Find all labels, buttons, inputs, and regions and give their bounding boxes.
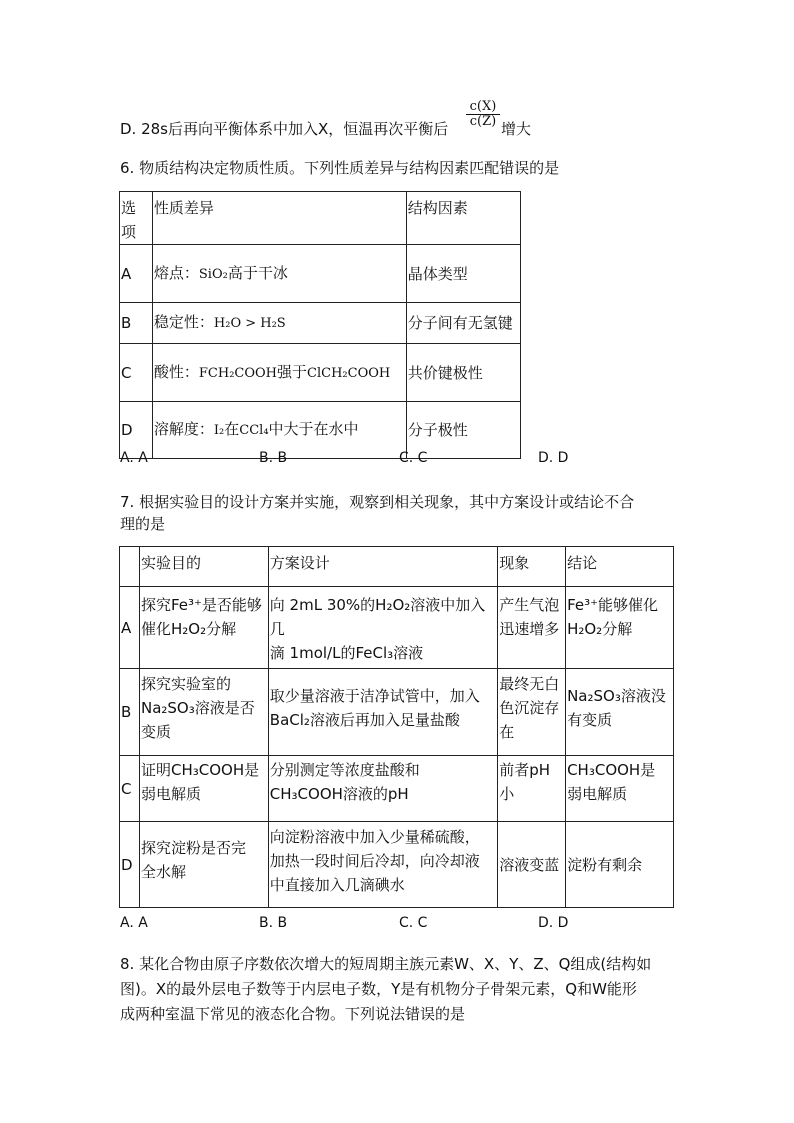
difference-suffix: 中大于在水中: [268, 420, 359, 438]
q6-table: [119, 191, 521, 459]
cell-line: 向 2mL 30%的H₂O₂溶液中加入几: [269, 596, 486, 638]
header-difference: 性质差异: [152, 192, 406, 245]
header-option: [120, 547, 140, 587]
purpose-cell: [139, 587, 268, 669]
table-header-row: [120, 547, 674, 587]
option-label: D: [120, 822, 140, 908]
cell-line: 全水解: [140, 863, 186, 881]
cell-line: 中直接加入几滴碘水: [269, 876, 405, 894]
q6-stem: 6. 物质结构决定物质性质。下列性质差异与结构因素匹配错误的是: [120, 159, 560, 177]
table-row: [120, 822, 674, 908]
chem-formula: I₂: [213, 423, 225, 438]
option-label: C: [120, 344, 153, 402]
cell-line: CH₃COOH溶液的pH: [269, 785, 409, 803]
cell-line: 产生气泡: [499, 596, 560, 614]
table-row: [120, 756, 674, 822]
cell-line: 弱电解质: [567, 785, 628, 803]
chem-formula: ClCH₂COOH: [307, 365, 391, 381]
cell-line: 有变质: [567, 711, 613, 729]
cell-line: 探究淀粉是否完: [140, 839, 246, 857]
option-label: A: [120, 245, 153, 303]
option-label: D: [120, 402, 153, 459]
cell-line: 滴 1mol/L的FeCl₃溶液: [269, 644, 424, 662]
phenomenon-cell: 溶液变蓝: [498, 822, 566, 908]
header-design: 方案设计: [268, 547, 497, 587]
cell-line: 色沉淀存: [499, 699, 560, 717]
q7-table: [119, 546, 674, 908]
conclusion-cell: 淀粉有剩余: [566, 822, 674, 908]
cell-line: BaCl₂溶液后再加入足量盐酸: [269, 711, 460, 729]
phenomenon-cell: [498, 756, 566, 822]
table-row: [120, 587, 674, 669]
cell-line: CH₃COOH是: [567, 761, 656, 779]
q5d-tail: 增大: [501, 120, 532, 138]
option-label: B: [120, 303, 153, 344]
cell-line: 在: [499, 723, 515, 741]
cell-line: 探究Fe³⁺是否能够: [140, 596, 262, 614]
option-label: B: [120, 669, 140, 756]
cell-line: Fe³⁺能够催化: [567, 596, 659, 614]
choice-c[interactable]: C. C: [399, 450, 428, 466]
difference-cell: [152, 245, 406, 303]
factor-cell: 晶体类型: [406, 245, 520, 303]
cell-line: 催化H₂O₂分解: [140, 620, 237, 638]
cell-line: 前者pH: [499, 761, 551, 779]
cell-line: 探究实验室的: [140, 675, 231, 693]
table-row: [120, 402, 521, 459]
header-purpose: 实验目的: [139, 547, 268, 587]
header-factor: 结构因素: [406, 192, 520, 245]
cell-line: 小: [499, 785, 515, 803]
choice-a[interactable]: A. A: [120, 450, 148, 466]
chem-formula: CCl₄: [239, 423, 269, 438]
option-label: C: [120, 756, 140, 822]
q8-line-3: 成两种室温下常见的液态化合物。下列说法错误的是: [120, 1005, 466, 1023]
header-conclusion: 结论: [566, 547, 674, 587]
factor-cell: 分子极性: [406, 402, 520, 459]
difference-prefix: 稳定性：: [153, 313, 214, 331]
q7-stem-line2: 理的是: [120, 515, 166, 533]
conclusion-cell: [566, 756, 674, 822]
q5d-denominator: c(Z): [469, 114, 497, 129]
design-cell: [268, 587, 497, 669]
conclusion-cell: [566, 587, 674, 669]
q8-line-2: 图)。X的最外层电子数等于内层电子数，Y是有机物分子骨架元素，Q和W能形: [120, 980, 637, 998]
chem-formula: SiO₂: [198, 266, 228, 282]
cell-line: H₂O₂分解: [567, 620, 633, 638]
table-row: [120, 344, 521, 402]
cell-line: 加热一段时间后冷却，向冷却液: [269, 852, 480, 870]
difference-cell: [152, 303, 406, 344]
choice-d[interactable]: D. D: [538, 450, 569, 466]
design-cell: [268, 756, 497, 822]
table-row: [120, 245, 521, 303]
header-option: 选项: [120, 192, 153, 245]
cell-line: Na₂SO₃溶液是否: [140, 699, 255, 717]
chem-formula: FCH₂COOH: [198, 365, 278, 381]
choice-b[interactable]: B. B: [259, 915, 288, 931]
table-row: [120, 669, 674, 756]
difference-mid: 强于: [277, 362, 308, 381]
cell-line: Na₂SO₃溶液没: [567, 687, 666, 705]
chem-formula: H₂O > H₂S: [213, 316, 286, 331]
purpose-cell: [139, 822, 268, 908]
choice-b[interactable]: B. B: [259, 450, 288, 466]
factor-cell: 分子间有无氢键: [406, 303, 520, 344]
difference-prefix: 溶解度：: [153, 420, 214, 438]
cell-line: 最终无白: [499, 675, 560, 693]
q5d-text: D. 28s后再向平衡体系中加入X，恒温再次平衡后: [120, 120, 449, 138]
difference-suffix: 高于干冰: [227, 263, 288, 282]
purpose-cell: [139, 756, 268, 822]
difference-cell: [152, 344, 406, 402]
cell-line: 迅速增多: [499, 620, 560, 638]
cell-line: 弱电解质: [140, 785, 201, 803]
q5d-numerator: c(X): [466, 100, 500, 115]
purpose-cell: [139, 669, 268, 756]
cell-line: 分别测定等浓度盐酸和: [269, 761, 420, 779]
q5d-fraction: [466, 100, 500, 129]
header-phenomenon: 现象: [498, 547, 566, 587]
cell-line: 证明CH₃COOH是: [140, 761, 260, 779]
choice-a[interactable]: A. A: [120, 915, 148, 931]
q5-option-d: [120, 118, 448, 139]
phenomenon-cell: [498, 587, 566, 669]
q8-line-1: 8. 某化合物由原子序数依次增大的短周期主族元素W、X、Y、Z、Q组成(结构如: [120, 955, 652, 973]
table-header-row: [120, 192, 521, 245]
design-cell: [268, 669, 497, 756]
table-row: [120, 303, 521, 344]
option-label: A: [120, 587, 140, 669]
conclusion-cell: [566, 669, 674, 756]
phenomenon-cell: [498, 669, 566, 756]
difference-mid: 在: [224, 420, 240, 438]
difference-prefix: 熔点：: [153, 263, 199, 282]
difference-prefix: 酸性：: [153, 362, 199, 381]
choice-d[interactable]: D. D: [538, 915, 569, 931]
cell-line: 向淀粉溶液中加入少量稀硫酸，: [269, 828, 480, 846]
cell-line: 取少量溶液于洁净试管中，加入: [269, 687, 480, 705]
cell-line: 变质: [140, 723, 171, 741]
design-cell: [268, 822, 497, 908]
factor-cell: 共价键极性: [406, 344, 520, 402]
q7-stem-line1: 7. 根据实验目的设计方案并实施，观察到相关现象，其中方案设计或结论不合: [120, 493, 635, 511]
choice-c[interactable]: C. C: [399, 915, 428, 931]
